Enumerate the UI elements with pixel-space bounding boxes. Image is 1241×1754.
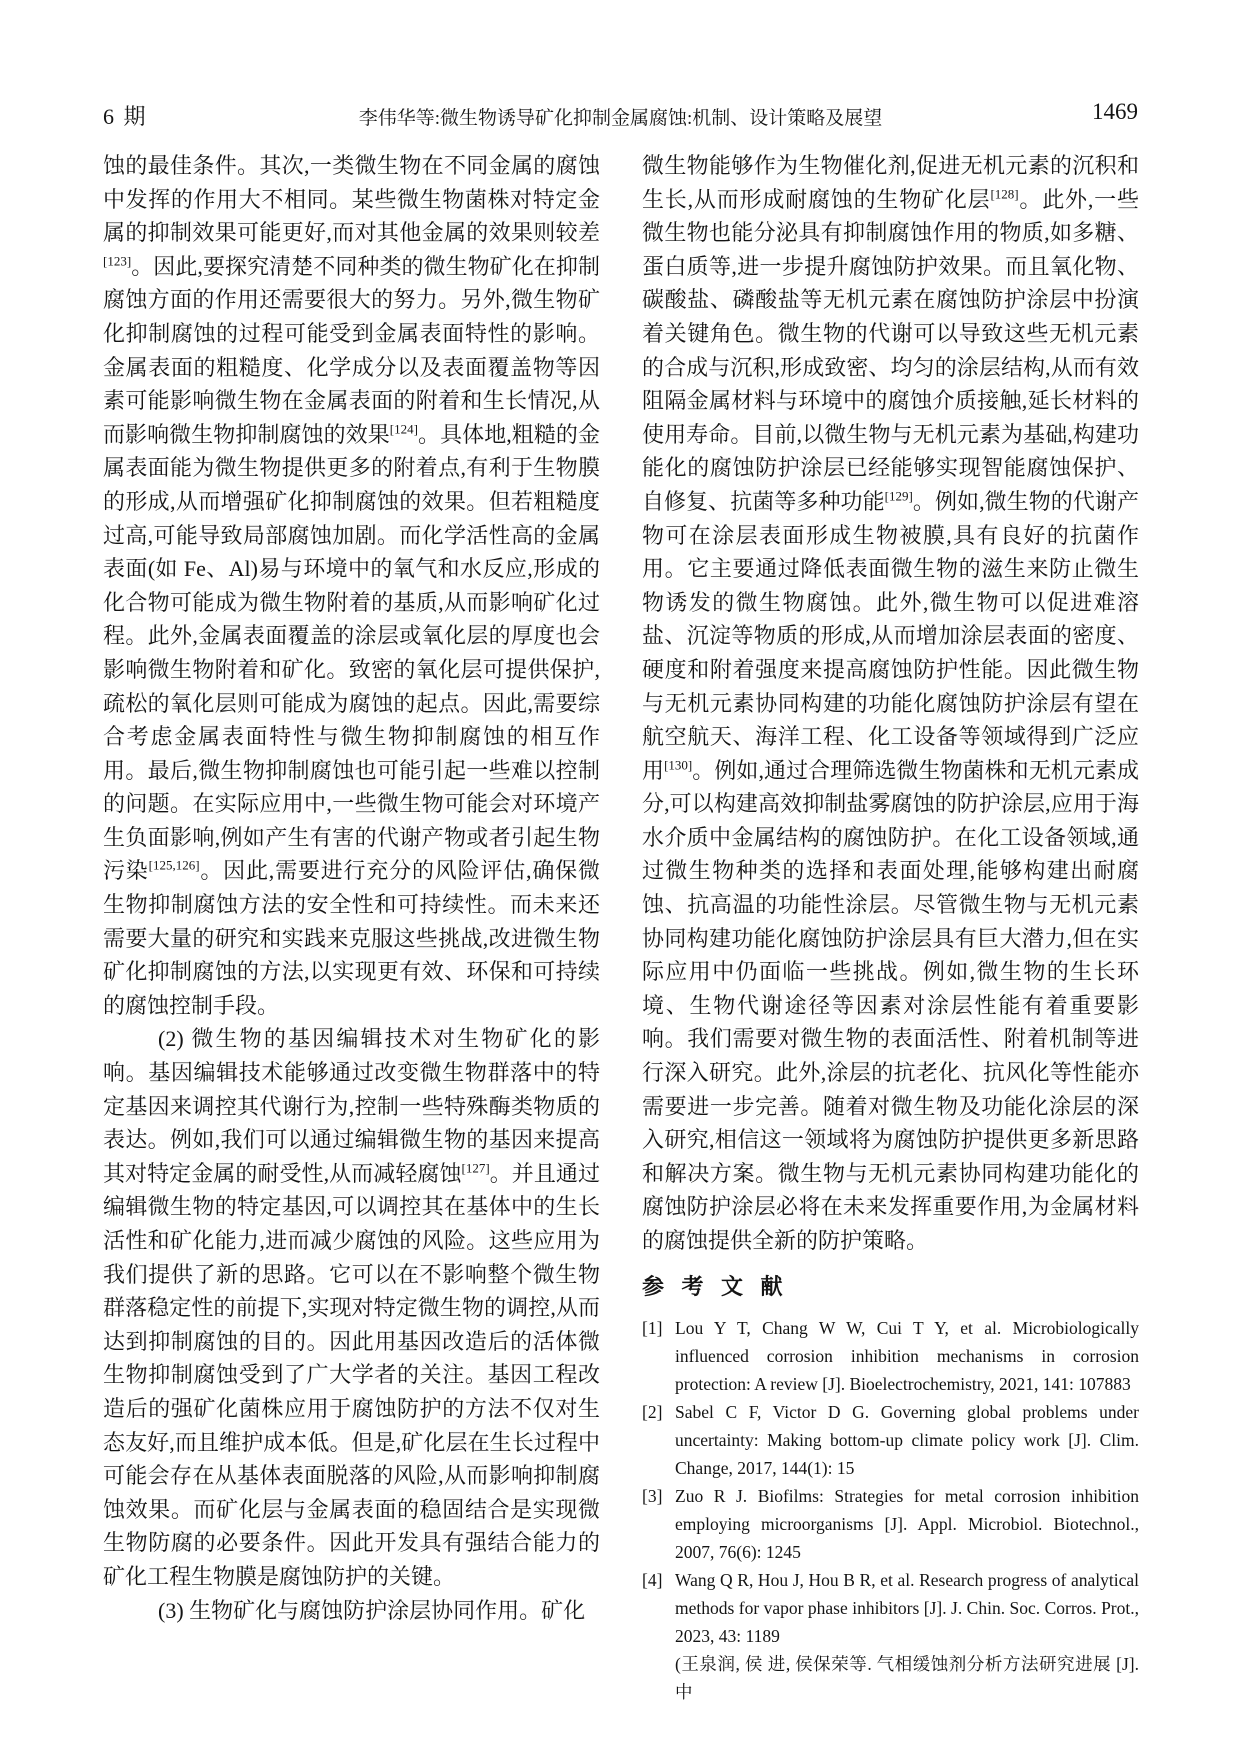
header-running-title: 李伟华等:微生物诱导矿化抑制金属腐蚀:机制、设计策略及展望 xyxy=(358,108,883,129)
body-paragraph: 蚀的最佳条件。其次,一类微生物在不同金属的腐蚀中发挥的作用大不相同。某些微生物菌株对特定金属的抑制效果可能更好,而对其他金属的效果则较差[123]。因此,要探究清楚不同种类的微生物矿化在抑制腐蚀方面的作用还需要很大的努力。另外,微生物矿化抑制腐蚀的过程可能受到金属表面特性的影响。金属表面的粗糙度、化学成分以及表面覆盖物等因素可能影响微生物在金属表面的附着和生长情况,从而影响微生物抑制腐蚀的效果[124]。具体地,粗糙的金属表面能为微生物提供更多的附着点,有利于生物膜的形成,从而增强矿化抑制腐蚀的效果。但若粗糙度过高,可能导致局部腐蚀加剧。而化学活性高的金属表面(如 Fe、Al)易与环境中的氧气和水反应,形成的化合物可能成为微生物附着的基质,从而影响矿化过程。此外,金属表面覆盖的涂层或氧化层的厚度也会影响微生物附着和矿化。致密的氧化层可提供保护,疏松的氧化层则可能成为腐蚀的起点。因此,需要综合考虑金属表面特性与微生物抑制腐蚀的相互作用。最后,微生物抑制腐蚀也可能引起一些难以控制的问题。在实际应用中,一些微生物可能会对环境产生负面影响,例如产生有害的代谢产物或者引起生物污染[125,126]。因此,需要进行充分的风险评估,确保微生物抑制腐蚀方法的安全性和可持续性。而未来还需要大量的研究和实践来克服这些挑战,改进微生物矿化抑制腐蚀的方法,以实现更有效、环保和可持续的腐蚀控制手段。 xyxy=(103,153,600,1018)
reference-text: Zuo R J. Biofilms: Strategies for metal corrosion inhibition employing microorganisms [J]. Appl. Microbiol. Biotechnol., 2007, 76(6): 1245 xyxy=(675,1485,1139,1562)
reference-item xyxy=(642,1398,1139,1482)
reference-item xyxy=(642,1314,1139,1398)
body-paragraph: (2) 微生物的基因编辑技术对生物矿化的影响。基因编辑技术能够通过改变微生物群落中的特定基因来调控其代谢行为,控制一些特殊酶类物质的表达。例如,我们可以通过编辑微生物的基因来提高其对特定金属的耐受性,从而减轻腐蚀[127]。并且通过编辑微生物的特定基因,可以调控其在基体中的生长活性和矿化能力,进而减少腐蚀的风险。这些应用为我们提供了新的思路。它可以在不影响整个微生物群落稳定性的前提下,实现对特定微生物的调控,从而达到抑制腐蚀的目的。因此用基因改造后的活体微生物抑制腐蚀受到了广大学者的关注。基因工程改造后的强矿化菌株应用于腐蚀防护的方法不仅对生态友好,而且维护成本低。但是,矿化层在生长过程中可能会存在从基体表面脱落的风险,从而影响抑制腐蚀效果。而矿化层与金属表面的稳固结合是实现微生物防腐的必要条件。因此开发具有强结合能力的矿化工程生物膜是腐蚀防护的关键。 xyxy=(103,1026,600,1589)
reference-number: [4] xyxy=(642,1569,663,1590)
reference-number: [3] xyxy=(642,1485,663,1506)
left-column xyxy=(103,149,600,1627)
references-list xyxy=(642,1314,1139,1706)
header-issue: 6 期 xyxy=(103,104,148,129)
citation-superscript: [127] xyxy=(461,1160,490,1176)
citation-superscript: [128] xyxy=(990,186,1019,202)
header-page-number: 1469 xyxy=(1092,99,1138,124)
reference-text: (王泉润, 侯 进, 侯保荣等. 气相缓蚀剂分析方法研究进展 [J]. 中 xyxy=(675,1653,1139,1702)
right-column-paragraphs xyxy=(642,149,1139,1258)
citation-superscript: [124] xyxy=(389,421,418,437)
body-paragraph: 微生物能够作为生物催化剂,促进无机元素的沉积和生长,从而形成耐腐蚀的生物矿化层[128]。此外,一些微生物也能分泌具有抑制腐蚀作用的物质,如多糖、蛋白质等,进一步提升腐蚀防护效果。而且氧化物、碳酸盐、磷酸盐等无机元素在腐蚀防护涂层中扮演着关键角色。微生物的代谢可以导致这些无机元素的合成与沉积,形成致密、均匀的涂层结构,从而有效阻隔金属材料与环境中的腐蚀介质接触,延长材料的使用寿命。目前,以微生物与无机元素为基础,构建功能化的腐蚀防护涂层已经能够实现智能腐蚀保护、自修复、抗菌等多种功能[129]。例如,微生物的代谢产物可在涂层表面形成生物被膜,具有良好的抗菌作用。它主要通过降低表面微生物的滋生来防止微生物诱发的微生物腐蚀。此外,微生物可以促进难溶盐、沉淀等物质的形成,从而增加涂层表面的密度、硬度和附着强度来提高腐蚀防护性能。因此微生物与无机元素协同构建的功能化腐蚀防护涂层有望在航空航天、海洋工程、化工设备等领域得到广泛应用[130]。例如,通过合理筛选微生物菌株和无机元素成分,可以构建高效抑制盐雾腐蚀的防护涂层,应用于海水介质中金属结构的腐蚀防护。在化工设备领域,通过微生物种类的选择和表面处理,能够构建出耐腐蚀、抗高温的功能性涂层。尽管微生物与无机元素协同构建功能化腐蚀防护涂层具有巨大潜力,但在实际应用中仍面临一些挑战。例如,微生物的生长环境、生物代谢途径等因素对涂层性能有着重要影响。我们需要对微生物的表面活性、附着机制等进行深入研究。此外,涂层的抗老化、抗风化等性能亦需要进一步完善。随着对微生物及功能化涂层的深入研究,相信这一领域将为腐蚀防护提供更多新思路和解决方案。微生物与无机元素协同构建功能化的腐蚀防护涂层必将在未来发挥重要作用,为金属材料的腐蚀提供全新的防护策略。 xyxy=(642,153,1139,1253)
reference-number: [1] xyxy=(642,1317,663,1338)
reference-item xyxy=(642,1482,1139,1566)
citation-superscript: [125,126] xyxy=(148,858,200,874)
body-paragraph: (3) 生物矿化与腐蚀防护涂层协同作用。矿化 xyxy=(158,1597,586,1623)
references-heading: 参 考 文 献 xyxy=(642,1273,789,1299)
right-column xyxy=(642,149,1139,1706)
reference-item xyxy=(642,1566,1139,1706)
reference-text: Lou Y T, Chang W W, Cui T Y, et al. Microbiologically influenced corrosion inhibition mechanisms in corrosion protection: A review [J]. Bioelectrochemistry, 2021, 141: 107883 xyxy=(675,1317,1139,1394)
reference-number: [2] xyxy=(642,1401,663,1422)
reference-text: Wang Q R, Hou J, Hou B R, et al. Research progress of analytical methods for vapor phase inhibitors [J]. J. Chin. Soc. Corros. Prot., 2023, 43: 1189 xyxy=(675,1569,1139,1646)
citation-superscript: [123] xyxy=(103,253,132,269)
reference-text: Sabel C F, Victor D G. Governing global problems under uncertainty: Making bottom-up climate policy work [J]. Clim. Change, 2017, 144(1): 15 xyxy=(675,1401,1139,1478)
citation-superscript: [129] xyxy=(884,488,913,504)
citation-superscript: [130] xyxy=(664,757,693,773)
